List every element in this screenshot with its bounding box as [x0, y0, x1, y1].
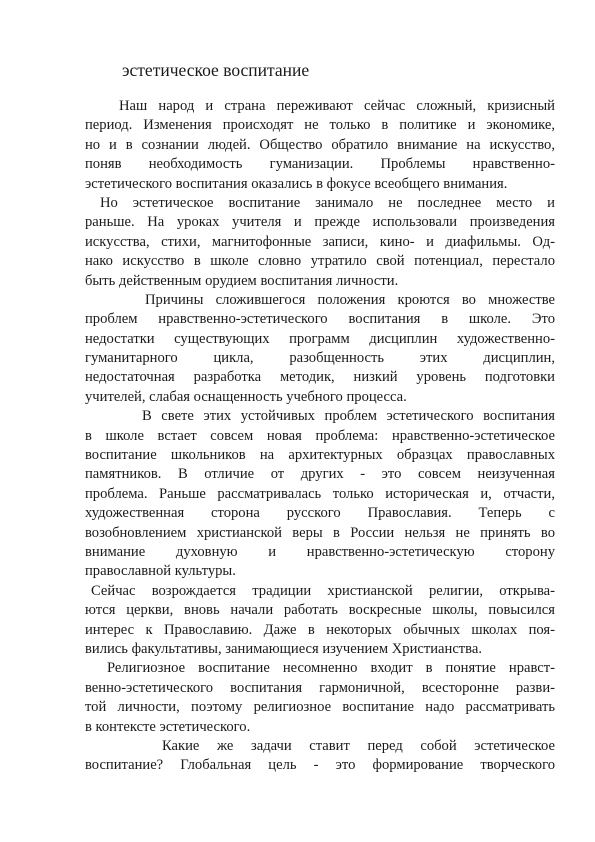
text-line: период. Изменения происходят не только в политике и экономике,	[85, 117, 555, 134]
text-line: быть действенным орудием воспитания личности.	[85, 272, 399, 289]
paragraph	[85, 291, 555, 407]
text-line: внимание духовную и нравственно-эстетическую сторону	[85, 543, 555, 560]
paragraph	[85, 97, 555, 194]
text-line: проблема. Раньше рассматривалась только историческая и, отчасти,	[85, 485, 555, 502]
text-line: Причины сложившегося положения кроются во множестве	[145, 291, 555, 308]
text-line: Какие же задачи ставит перед собой эстетическое	[162, 737, 555, 754]
text-line: в школе встает совсем новая проблема: нравственно-эстетическое	[85, 427, 555, 444]
text-line: Религиозное воспитание несомненно входит в понятие нравст-	[107, 660, 555, 677]
text-line: поняв необходимость гуманизации. Проблемы нравственно-	[85, 156, 555, 173]
text-line: недостаточная разработка методик, низкий уровень подготовки	[85, 369, 555, 386]
text-line: недостатки существующих программ дисциплин художественно-	[85, 330, 555, 347]
text-line: гуманитарного цикла, разобщенность этих дисциплин,	[85, 350, 555, 367]
text-line: той личности, поэтому религиозное воспитание надо рассматривать	[85, 699, 555, 716]
text-line: эстетического воспитания оказались в фокусе всеобщего внимания.	[85, 175, 508, 192]
text-line: в контексте эстетического.	[85, 718, 251, 735]
text-line: воспитание? Глобальная цель - это формирование творческого	[85, 757, 555, 774]
text-line: искусства, стихи, магнитофонные записи, кино- и диафильмы. Од-	[85, 233, 555, 250]
paragraph	[85, 659, 555, 737]
text-line: венно-эстетического воспитания гармоничной, всесторонне разви-	[85, 679, 555, 696]
text-line: Наш народ и страна переживают сейчас сложный, кризисный	[119, 98, 555, 114]
paragraph	[85, 407, 555, 582]
text-line: В свете этих устойчивых проблем эстетического воспитания	[142, 408, 555, 425]
text-line: Но эстетическое воспитание занимало не последнее место и	[100, 194, 555, 211]
paragraph	[85, 582, 555, 660]
text-line: ются церкви, вновь начали работать воскресные школы, повысился	[85, 602, 555, 619]
text-line: учителей, слабая оснащенность учебного процесса.	[85, 388, 407, 405]
text-line: Сейчас возрождается традиции христианской религии, открыва-	[91, 582, 555, 599]
text-line: художественная сторона русского Православия. Теперь с	[85, 505, 555, 522]
document-title: эстетическое воспитание	[122, 60, 310, 80]
text-line: памятников. В отличие от других - это совсем неизученная	[85, 466, 555, 483]
document-body	[85, 97, 555, 776]
text-line: нако искусство в школе словно утратило свой потенциал, перестало	[85, 253, 555, 270]
text-line: но и в сознании людей. Общество обратило внимание на искусство,	[85, 136, 555, 153]
text-line: воспитание школьников на архитектурных образцах православных	[85, 447, 555, 464]
text-line: православной культуры.	[85, 563, 236, 580]
text-line: раньше. На уроках учителя и прежде использовали произведения	[85, 214, 555, 231]
text-line: интерес к Православию. Даже в некоторых обычных школах поя-	[85, 621, 555, 638]
text-line: вились факультативы, занимающиеся изучением Христианства.	[85, 640, 483, 657]
text-line: возобновлением христианской веры в России нельзя не принять во	[85, 524, 555, 541]
paragraph	[85, 194, 555, 291]
paragraph	[85, 737, 555, 776]
text-line: проблем нравственно-эстетического воспитания в школе. Это	[85, 311, 555, 328]
